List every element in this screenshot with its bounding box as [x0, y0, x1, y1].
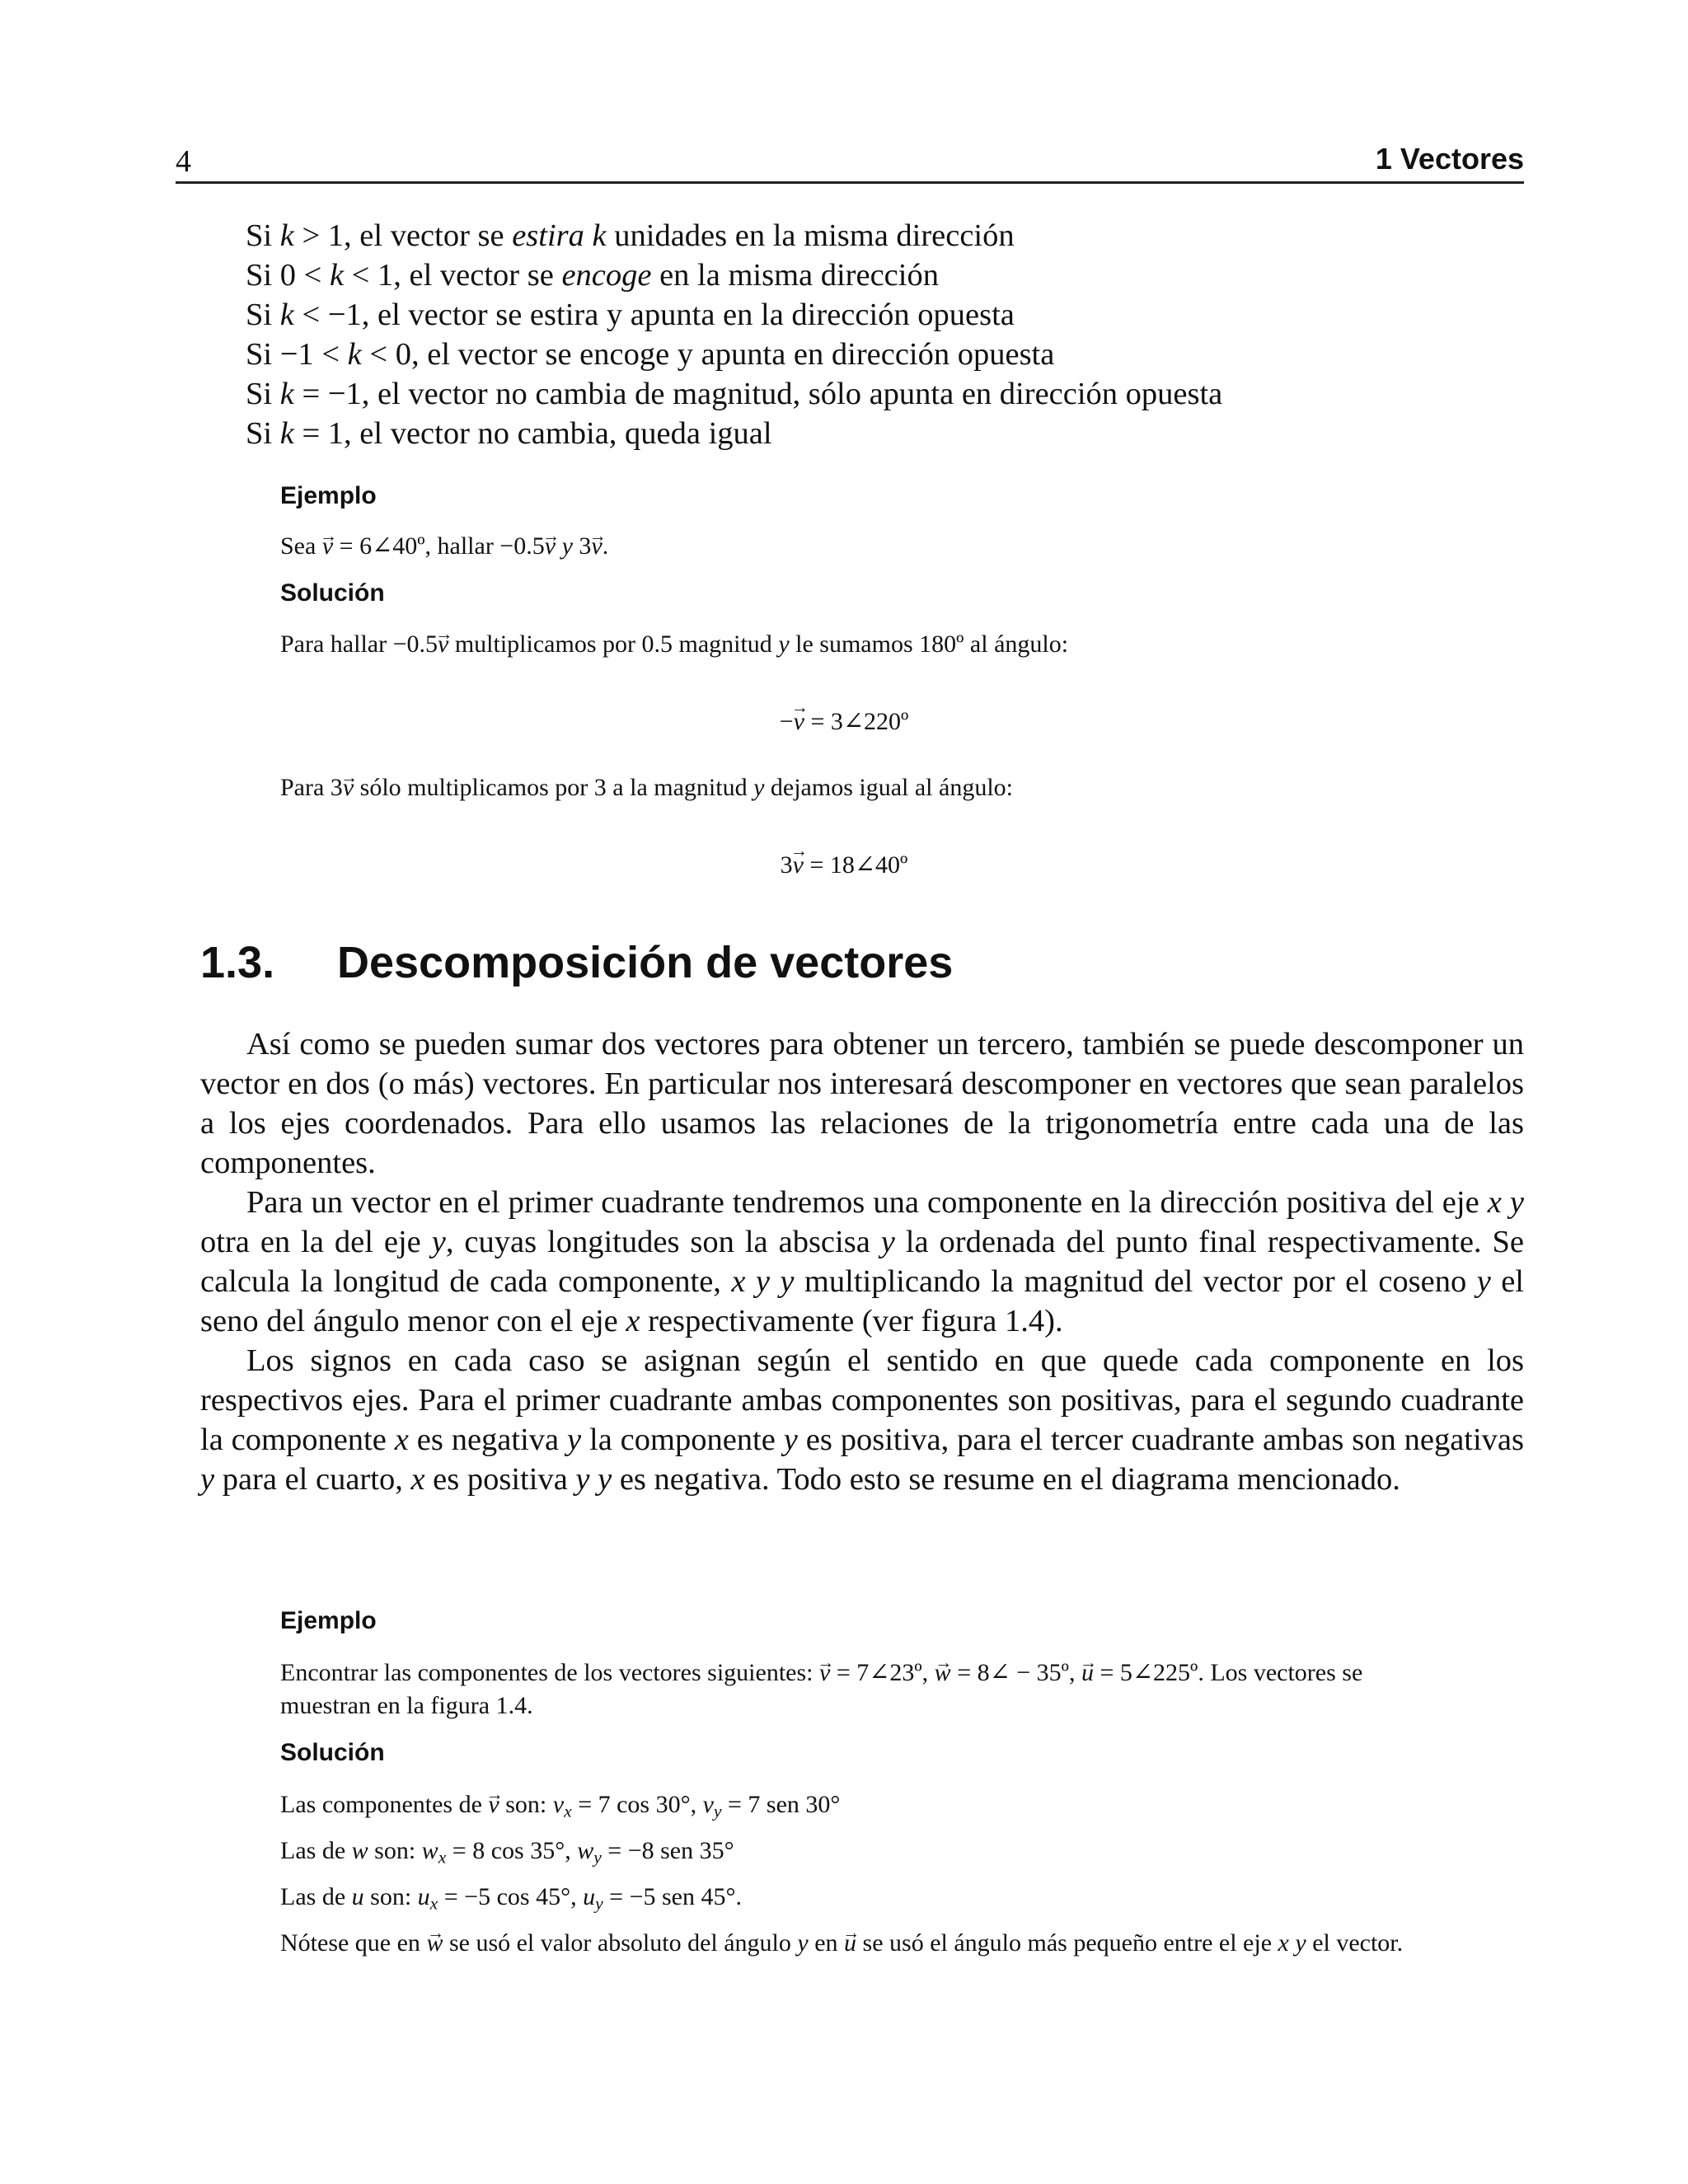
scalar-case: Si 0 < k < 1, el vector se encoge en la misma dirección: [246, 258, 939, 293]
scalar-cases-list: [246, 216, 1222, 453]
solution-step-1: Para hallar −0.5→ v multiplicamos por 0.5 magnitud y le sumamos 180º al ángulo:: [280, 628, 1459, 661]
scalar-case: Si k = −1, el vector no cambia de magnitud, sólo apunta en dirección opuesta: [246, 377, 1223, 411]
section-heading: [200, 937, 953, 988]
solution-label: Solución: [280, 1739, 385, 1766]
solution-line: Las de u son: $u_x = -5$ cos 45°, $u_y = -5$ sen 45°.: [280, 1883, 742, 1914]
section-title: Descomposición de vectores: [337, 938, 954, 987]
section-number: 1.3.: [200, 938, 275, 987]
running-header: [176, 138, 1524, 184]
solution-note: Nótese que en → w se usó el valor absoluto del ángulo y en → u se usó el ángulo más pequeño entre el eje x y el vector.: [280, 1927, 1459, 1960]
equation-three-v: 3→ v = 18∠40º: [0, 851, 1688, 879]
solution-step-2: Para 3→ v sólo multiplicamos por 3 a la magnitud y dejamos igual al ángulo:: [280, 771, 1459, 804]
equation-negative-v: −→ v = 3∠220º: [0, 707, 1688, 736]
solution-label: Solución: [280, 579, 385, 607]
solution-line: Las componentes de → v son: $v_x = 7$ cos 30°, $v_y = 7$ sen 30°: [280, 1788, 1459, 1821]
scalar-case: Si k = 1, el vector no cambia, queda igual: [246, 416, 772, 451]
scalar-case: Si k < −1, el vector se estira y apunta en la dirección opuesta: [246, 298, 1015, 332]
solution-line: Las de w son: $w_x = 8$ cos 35°, $w_y = -8$ sen 35°: [280, 1837, 734, 1868]
example-statement: Sea → v = 6∠40º, hallar −0.5→ v y 3→ v.: [280, 530, 1459, 563]
example-statement: Encontrar las componentes de los vectores siguientes: → v = 7∠23º, → w = 8∠ − 35º, → u = 5∠225º. Los vectores se muestran en la figura 1.4.: [280, 1657, 1459, 1722]
scalar-case: Si −1 < k < 0, el vector se encoge y apunta en dirección opuesta: [246, 337, 1055, 372]
body-paragraph: Así como se pueden sumar dos vectores para obtener un tercero, también se puede descomponer un vector en dos (o más) vectores. En particular nos interesará descomponer en vectores que sean paralelos a los ejes coordenados. Para ello usamos las relaciones de la trigonometría entre cada una de las componentes.: [200, 1027, 1524, 1180]
page-number: 4: [176, 144, 191, 179]
body-paragraph: Para un vector en el primer cuadrante tendremos una componente en la dirección positiva del eje x y otra en la del eje y, cuyas longitudes son la abscisa y la ordenada del punto final respectivamente. Se calcula la longitud de cada componente, x y y multiplicando la magnitud del vector por el coseno y el seno del ángulo menor con el eje x respectivamente (ver figura 1.4).: [200, 1185, 1524, 1338]
chapter-title: 1 Vectores: [1375, 142, 1524, 176]
example-label: Ejemplo: [280, 482, 377, 509]
example-label: Ejemplo: [280, 1607, 377, 1634]
scalar-case: Si k > 1, el vector se estira k unidades en la misma dirección: [246, 218, 1015, 253]
body-paragraph: Los signos en cada caso se asignan según el sentido en que quede cada componente en los respectivos ejes. Para el primer cuadrante ambas componentes son positivas, para el segundo cuadrante la componente x es negativa y la componente y es positiva, para el tercer cuadrante ambas son negativas y para el cuarto, x es positiva y y es negativa. Todo esto se resume en el diagrama mencionado.: [200, 1343, 1524, 1497]
section-body: [200, 1024, 1524, 1499]
